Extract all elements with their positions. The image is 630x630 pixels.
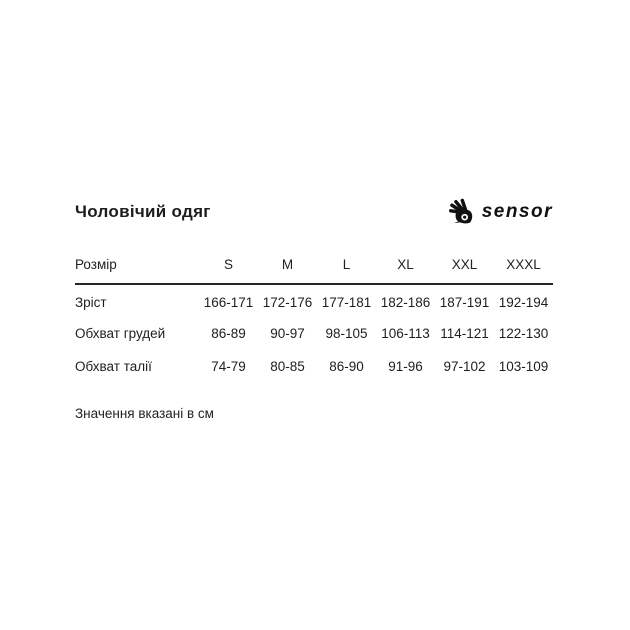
- row-label-chest: Обхват грудей: [75, 326, 166, 341]
- brand-logo: [448, 198, 553, 226]
- table-row-height: [75, 284, 553, 317]
- column-header-s: S: [199, 251, 258, 284]
- cell-height-xl: 182-186: [380, 295, 431, 310]
- column-header-m: M: [258, 251, 317, 284]
- table-row-chest: [75, 317, 553, 350]
- column-header-xl: XL: [376, 251, 435, 284]
- table-row-waist: [75, 350, 553, 383]
- cell-chest-l: 98-105: [325, 326, 368, 341]
- cell-height-s: 166-171: [203, 295, 254, 310]
- size-table-header-row: [75, 251, 553, 284]
- units-note: Значення вказані в см: [75, 406, 214, 421]
- cell-height-xxl: 187-191: [439, 295, 490, 310]
- section-header: [75, 196, 553, 228]
- cell-height-m: 172-176: [262, 295, 313, 310]
- size-table: [75, 251, 553, 383]
- cell-waist-xxxl: 103-109: [498, 359, 549, 374]
- page-title: Чоловічий одяг: [75, 202, 211, 221]
- cell-chest-xxxl: 122-130: [498, 326, 549, 341]
- brand-wordmark: sensor: [481, 200, 553, 222]
- cell-chest-xxl: 114-121: [440, 326, 489, 341]
- cell-height-xxxl: 192-194: [498, 295, 549, 310]
- cell-waist-m: 80-85: [270, 359, 305, 374]
- cell-waist-s: 74-79: [211, 359, 246, 374]
- cell-waist-l: 86-90: [329, 359, 364, 374]
- cell-chest-s: 86-89: [211, 326, 246, 341]
- row-label-height: Зріст: [75, 295, 107, 310]
- cell-height-l: 177-181: [321, 295, 372, 310]
- cell-chest-xl: 106-113: [381, 326, 430, 341]
- column-header-xxxl: XXXL: [494, 251, 553, 284]
- cell-waist-xxl: 97-102: [443, 359, 486, 374]
- cell-waist-xl: 91-96: [388, 359, 423, 374]
- row-label-waist: Обхват талії: [75, 359, 152, 374]
- sensor-hand-icon: [448, 198, 475, 226]
- column-header-xxl: XXL: [435, 251, 494, 284]
- size-chart-section: [75, 196, 553, 421]
- cell-chest-m: 90-97: [270, 326, 305, 341]
- column-header-size: Розмір: [75, 251, 199, 284]
- column-header-l: L: [317, 251, 376, 284]
